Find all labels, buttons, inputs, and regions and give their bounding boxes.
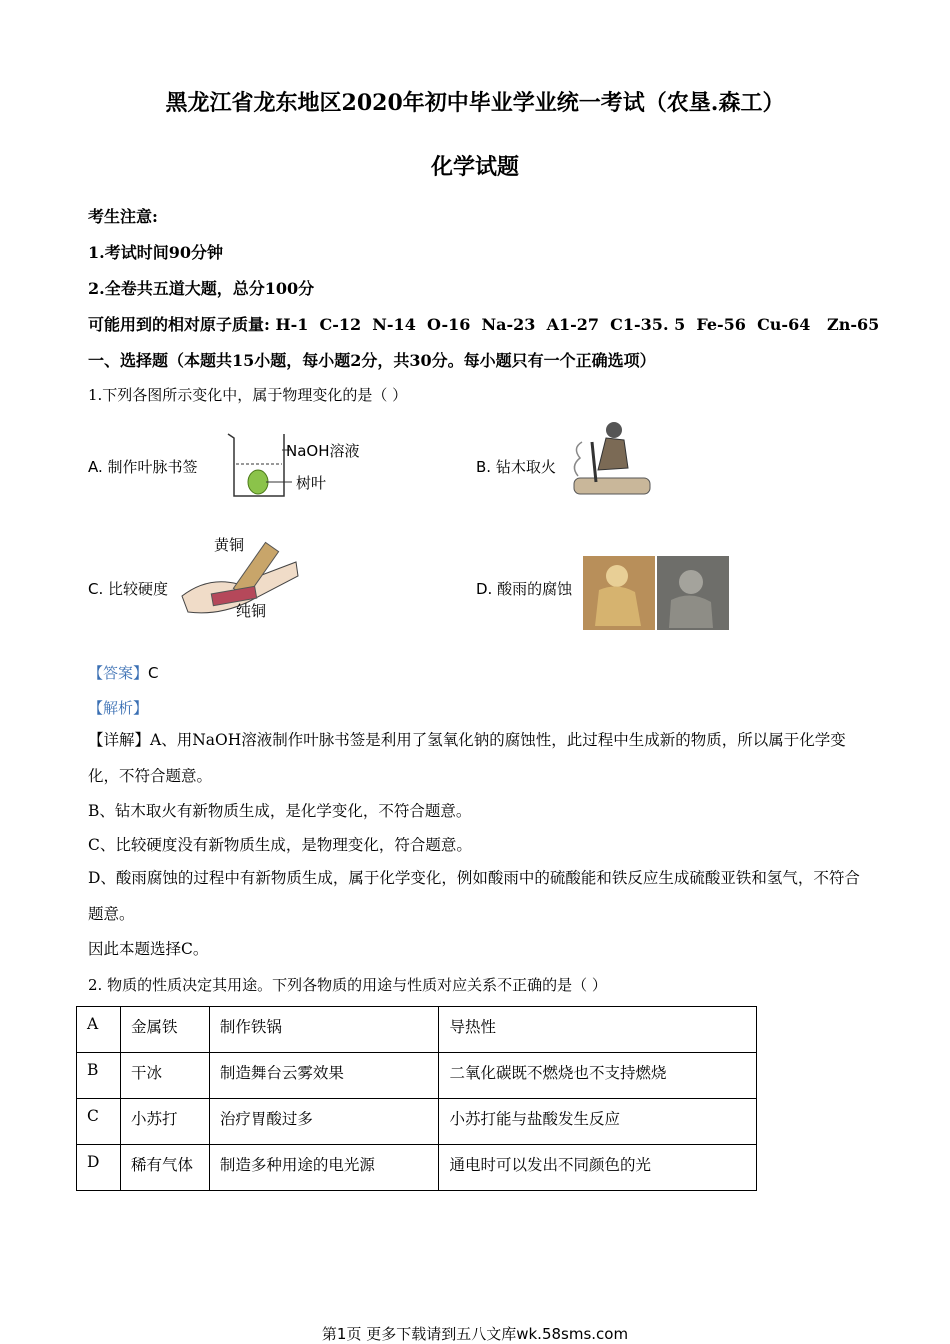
analysis-tag: 【解析】 xyxy=(88,699,149,717)
table-cell: 小苏打 xyxy=(120,1099,209,1145)
table-cell: 二氧化碳既不燃烧也不支持燃烧 xyxy=(439,1053,757,1099)
answer-tag: 【答案】 xyxy=(88,664,149,682)
fig-label-leaf: 树叶 xyxy=(296,474,327,492)
q1-stem: 1.下列各图所示变化中，属于物理变化的是（ ） xyxy=(88,386,408,404)
table-row xyxy=(77,1007,757,1053)
notice-item-2: 2.全卷共五道大题，总分100分 xyxy=(88,279,315,298)
table-cell: 制作铁锅 xyxy=(209,1007,439,1053)
q1-option-a: A. 制作叶脉书签 xyxy=(88,458,198,476)
answer-value: C xyxy=(148,664,159,682)
table-cell: 稀有气体 xyxy=(120,1145,209,1191)
q2-stem: 2. 物质的性质决定其用途。下列各物质的用途与性质对应关系不正确的是（ ） xyxy=(88,976,607,994)
fire-drill-figure xyxy=(568,418,652,500)
q1-option-c: C. 比较硬度 xyxy=(88,580,169,598)
detail-b: B、钻木取火有新物质生成，是化学变化，不符合题意。 xyxy=(88,802,472,820)
exam-title: 黑龙江省龙东地区2020年初中毕业学业统一考试（农垦.森工） xyxy=(165,90,785,116)
table-cell: 导热性 xyxy=(439,1007,757,1053)
table-row xyxy=(77,1099,757,1145)
q2-table xyxy=(76,1006,757,1191)
notice-item-1: 1.考试时间90分钟 xyxy=(88,243,223,262)
exam-subtitle: 化学试题 xyxy=(430,154,519,180)
conclusion: 因此本题选择C。 xyxy=(88,940,209,958)
table-cell: 制造多种用途的电光源 xyxy=(209,1145,439,1191)
detail-tag: 【详解】 xyxy=(88,731,151,749)
beaker-figure xyxy=(222,430,372,500)
section-heading: 一、选择题（本题共15小题，每小题2分，共30分。每小题只有一个正确选项） xyxy=(88,351,656,370)
table-row xyxy=(77,1145,757,1191)
table-cell: 金属铁 xyxy=(120,1007,209,1053)
q1-answer xyxy=(88,662,159,684)
table-cell: 治疗胃酸过多 xyxy=(209,1099,439,1145)
table-cell: 通电时可以发出不同颜色的光 xyxy=(439,1145,757,1191)
table-cell: D xyxy=(77,1145,121,1191)
detail-d: D、酸雨腐蚀的过程中有新物质生成，属于化学变化，例如酸雨中的硫酸能和铁反应生成硫酸亚铁和氢气，不符合题意。 xyxy=(88,869,860,923)
table-cell: B xyxy=(77,1053,121,1099)
table-cell: C xyxy=(77,1099,121,1145)
fig-label-brass: 黄铜 xyxy=(214,536,245,554)
table-cell: 干冰 xyxy=(120,1053,209,1099)
atomic-masses: 可能用到的相对原子质量: H-1 C-12 N-14 O-16 Na-23 A1-27 C1-35. 5 Fe-56 Cu-64 Zn-65 xyxy=(88,315,880,334)
fig-label-naoh: NaOH溶液 xyxy=(286,442,360,460)
fig-label-copper: 纯铜 xyxy=(236,602,267,620)
detail-a-text: A、用NaOH溶液制作叶脉书签是利用了氢氧化钠的腐蚀性，此过程中生成新的物质，所以属于化学变化，不符合题意。 xyxy=(88,731,846,785)
table-cell: 制造舞台云雾效果 xyxy=(209,1053,439,1099)
detail-a xyxy=(88,722,868,794)
page-footer: 第1页 更多下载请到五八文库wk.58sms.com xyxy=(321,1325,629,1343)
hardness-figure xyxy=(178,532,300,620)
table-cell: A xyxy=(77,1007,121,1053)
table-row xyxy=(77,1053,757,1099)
q1-option-b: B. 钻木取火 xyxy=(476,458,556,476)
table-cell: 小苏打能与盐酸发生反应 xyxy=(439,1099,757,1145)
notice-heading: 考生注意: xyxy=(88,207,158,226)
acid-rain-statues-figure xyxy=(583,556,729,630)
detail-c: C、比较硬度没有新物质生成，是物理变化，符合题意。 xyxy=(88,836,472,854)
q1-option-d: D. 酸雨的腐蚀 xyxy=(476,580,573,598)
